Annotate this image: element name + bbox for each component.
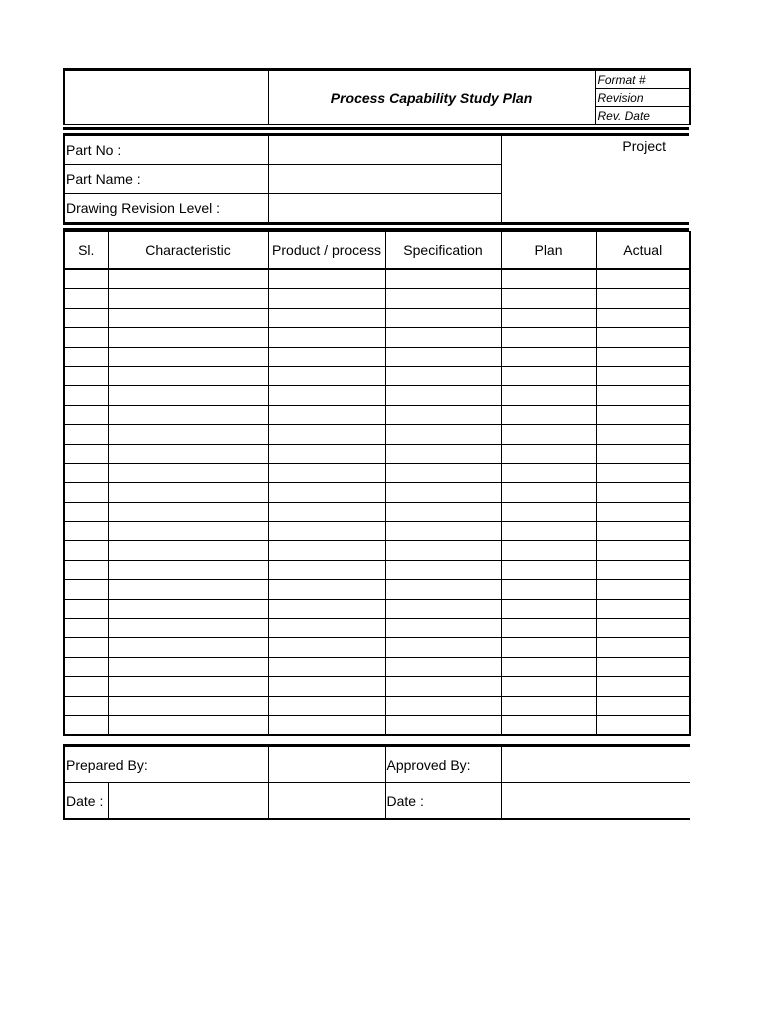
actual-cell[interactable] bbox=[596, 541, 690, 560]
sl-cell[interactable] bbox=[64, 347, 108, 366]
characteristic-cell[interactable] bbox=[108, 580, 268, 599]
table-header-row bbox=[64, 232, 690, 270]
product-process-cell[interactable] bbox=[268, 715, 385, 735]
column-header-actual: Actual bbox=[596, 232, 690, 270]
characteristic-cell[interactable] bbox=[108, 502, 268, 521]
part-name-field[interactable] bbox=[268, 165, 501, 194]
prepared-by-label: Prepared By: bbox=[64, 746, 268, 783]
approved-date-label: Date : bbox=[385, 783, 501, 820]
actual-cell[interactable] bbox=[596, 269, 690, 289]
actual-cell[interactable] bbox=[596, 657, 690, 676]
plan-cell[interactable] bbox=[501, 405, 596, 424]
approved-by-field[interactable] bbox=[501, 746, 690, 783]
plan-cell[interactable] bbox=[501, 366, 596, 385]
table-row bbox=[64, 425, 690, 444]
plan-cell[interactable] bbox=[501, 541, 596, 560]
logo-cell bbox=[64, 70, 268, 125]
sl-cell[interactable] bbox=[64, 425, 108, 444]
table-row bbox=[64, 560, 690, 579]
sl-cell[interactable] bbox=[64, 308, 108, 327]
specification-cell[interactable] bbox=[385, 696, 501, 715]
actual-cell[interactable] bbox=[596, 715, 690, 735]
actual-cell[interactable] bbox=[596, 425, 690, 444]
characteristic-cell[interactable] bbox=[108, 638, 268, 657]
actual-cell[interactable] bbox=[596, 483, 690, 502]
specification-cell[interactable] bbox=[385, 425, 501, 444]
table-row bbox=[64, 269, 690, 289]
actual-cell[interactable] bbox=[596, 502, 690, 521]
characteristic-cell[interactable] bbox=[108, 483, 268, 502]
specification-cell[interactable] bbox=[385, 541, 501, 560]
sl-cell[interactable] bbox=[64, 328, 108, 347]
plan-cell[interactable] bbox=[501, 425, 596, 444]
characteristic-cell[interactable] bbox=[108, 328, 268, 347]
table-row bbox=[64, 599, 690, 618]
table-row bbox=[64, 444, 690, 463]
drawing-revision-label: Drawing Revision Level : bbox=[64, 194, 268, 223]
part-info-section bbox=[63, 136, 690, 222]
sl-cell[interactable] bbox=[64, 560, 108, 579]
sl-cell[interactable] bbox=[64, 522, 108, 541]
sl-cell[interactable] bbox=[64, 405, 108, 424]
table-row bbox=[64, 619, 690, 638]
specification-cell[interactable] bbox=[385, 677, 501, 696]
actual-cell[interactable] bbox=[596, 560, 690, 579]
part-name-label: Part Name : bbox=[64, 165, 268, 194]
characteristic-cell[interactable] bbox=[108, 386, 268, 405]
sl-cell[interactable] bbox=[64, 619, 108, 638]
actual-cell[interactable] bbox=[596, 677, 690, 696]
plan-cell[interactable] bbox=[501, 696, 596, 715]
table-row bbox=[64, 502, 690, 521]
process-capability-form bbox=[63, 68, 689, 820]
sl-cell[interactable] bbox=[64, 638, 108, 657]
plan-cell[interactable] bbox=[501, 502, 596, 521]
characteristic-cell[interactable] bbox=[108, 269, 268, 289]
plan-cell[interactable] bbox=[501, 677, 596, 696]
sl-cell[interactable] bbox=[64, 444, 108, 463]
characteristics-table bbox=[63, 231, 691, 736]
characteristic-cell[interactable] bbox=[108, 444, 268, 463]
footer-gap bbox=[63, 736, 689, 744]
product-process-cell[interactable] bbox=[268, 269, 385, 289]
specification-cell[interactable] bbox=[385, 715, 501, 735]
specification-cell[interactable] bbox=[385, 483, 501, 502]
table-row bbox=[64, 677, 690, 696]
prepared-date-field[interactable] bbox=[108, 783, 268, 820]
characteristic-cell[interactable] bbox=[108, 425, 268, 444]
sl-cell[interactable] bbox=[64, 483, 108, 502]
product-process-cell[interactable] bbox=[268, 463, 385, 482]
table-row bbox=[64, 580, 690, 599]
characteristic-cell[interactable] bbox=[108, 560, 268, 579]
product-process-cell[interactable] bbox=[268, 522, 385, 541]
table-row bbox=[64, 347, 690, 366]
rev-date-label: Rev. Date bbox=[595, 107, 690, 125]
actual-cell[interactable] bbox=[596, 638, 690, 657]
form-title: Process Capability Study Plan bbox=[268, 70, 595, 125]
actual-cell[interactable] bbox=[596, 619, 690, 638]
table-row bbox=[64, 715, 690, 735]
blank-cell bbox=[268, 783, 385, 820]
sl-cell[interactable] bbox=[64, 463, 108, 482]
plan-cell[interactable] bbox=[501, 463, 596, 482]
product-process-cell[interactable] bbox=[268, 405, 385, 424]
specification-cell[interactable] bbox=[385, 289, 501, 308]
table-row bbox=[64, 366, 690, 385]
signoff-section bbox=[63, 744, 690, 820]
sl-cell[interactable] bbox=[64, 657, 108, 676]
table-row bbox=[64, 522, 690, 541]
column-header-plan: Plan bbox=[501, 232, 596, 270]
actual-cell[interactable] bbox=[596, 308, 690, 327]
product-process-cell[interactable] bbox=[268, 638, 385, 657]
product-process-cell[interactable] bbox=[268, 696, 385, 715]
info-divider bbox=[63, 222, 689, 225]
format-number-label: Format # bbox=[595, 70, 690, 89]
prepared-date-label: Date : bbox=[64, 783, 108, 820]
product-process-cell[interactable] bbox=[268, 502, 385, 521]
characteristic-cell[interactable] bbox=[108, 308, 268, 327]
prepared-by-field[interactable] bbox=[268, 746, 385, 783]
product-process-cell[interactable] bbox=[268, 366, 385, 385]
actual-cell[interactable] bbox=[596, 580, 690, 599]
characteristic-cell[interactable] bbox=[108, 619, 268, 638]
sl-cell[interactable] bbox=[64, 269, 108, 289]
sl-cell[interactable] bbox=[64, 502, 108, 521]
table-row bbox=[64, 483, 690, 502]
product-process-cell[interactable] bbox=[268, 677, 385, 696]
specification-cell[interactable] bbox=[385, 405, 501, 424]
characteristic-cell[interactable] bbox=[108, 289, 268, 308]
product-process-cell[interactable] bbox=[268, 619, 385, 638]
plan-cell[interactable] bbox=[501, 347, 596, 366]
table-row bbox=[64, 386, 690, 405]
actual-cell[interactable] bbox=[596, 328, 690, 347]
actual-cell[interactable] bbox=[596, 289, 690, 308]
product-process-cell[interactable] bbox=[268, 386, 385, 405]
sl-cell[interactable] bbox=[64, 580, 108, 599]
actual-cell[interactable] bbox=[596, 599, 690, 618]
actual-cell[interactable] bbox=[596, 366, 690, 385]
specification-cell[interactable] bbox=[385, 463, 501, 482]
table-row bbox=[64, 463, 690, 482]
table-row bbox=[64, 405, 690, 424]
header-divider bbox=[63, 127, 689, 130]
product-process-cell[interactable] bbox=[268, 657, 385, 676]
product-process-cell[interactable] bbox=[268, 560, 385, 579]
characteristic-cell[interactable] bbox=[108, 405, 268, 424]
product-process-cell[interactable] bbox=[268, 444, 385, 463]
plan-cell[interactable] bbox=[501, 386, 596, 405]
table-row bbox=[64, 696, 690, 715]
form-header bbox=[63, 68, 691, 125]
revision-label: Revision bbox=[595, 89, 690, 107]
plan-cell[interactable] bbox=[501, 657, 596, 676]
table-row bbox=[64, 657, 690, 676]
specification-cell[interactable] bbox=[385, 657, 501, 676]
sl-cell[interactable] bbox=[64, 696, 108, 715]
table-row bbox=[64, 328, 690, 347]
drawing-revision-field[interactable] bbox=[268, 194, 501, 223]
plan-cell[interactable] bbox=[501, 619, 596, 638]
product-process-cell[interactable] bbox=[268, 289, 385, 308]
actual-cell[interactable] bbox=[596, 444, 690, 463]
column-header-sl: Sl. bbox=[64, 232, 108, 270]
characteristic-cell[interactable] bbox=[108, 696, 268, 715]
specification-cell[interactable] bbox=[385, 502, 501, 521]
characteristic-cell[interactable] bbox=[108, 541, 268, 560]
characteristic-cell[interactable] bbox=[108, 657, 268, 676]
characteristic-cell[interactable] bbox=[108, 522, 268, 541]
plan-cell[interactable] bbox=[501, 560, 596, 579]
plan-cell[interactable] bbox=[501, 638, 596, 657]
product-process-cell[interactable] bbox=[268, 580, 385, 599]
product-process-cell[interactable] bbox=[268, 347, 385, 366]
specification-cell[interactable] bbox=[385, 269, 501, 289]
column-header-product-process: Product / process bbox=[268, 232, 385, 270]
specification-cell[interactable] bbox=[385, 580, 501, 599]
plan-cell[interactable] bbox=[501, 599, 596, 618]
actual-cell[interactable] bbox=[596, 405, 690, 424]
column-header-specification: Specification bbox=[385, 232, 501, 270]
plan-cell[interactable] bbox=[501, 328, 596, 347]
sl-cell[interactable] bbox=[64, 386, 108, 405]
sl-cell[interactable] bbox=[64, 366, 108, 385]
characteristic-cell[interactable] bbox=[108, 347, 268, 366]
table-row bbox=[64, 308, 690, 327]
product-process-cell[interactable] bbox=[268, 541, 385, 560]
sl-cell[interactable] bbox=[64, 715, 108, 735]
specification-cell[interactable] bbox=[385, 599, 501, 618]
specification-cell[interactable] bbox=[385, 444, 501, 463]
product-process-cell[interactable] bbox=[268, 425, 385, 444]
sl-cell[interactable] bbox=[64, 541, 108, 560]
plan-cell[interactable] bbox=[501, 269, 596, 289]
table-row bbox=[64, 541, 690, 560]
characteristic-cell[interactable] bbox=[108, 599, 268, 618]
characteristic-cell[interactable] bbox=[108, 677, 268, 696]
product-process-cell[interactable] bbox=[268, 599, 385, 618]
column-header-characteristic: Characteristic bbox=[108, 232, 268, 270]
actual-cell[interactable] bbox=[596, 347, 690, 366]
actual-cell[interactable] bbox=[596, 522, 690, 541]
product-process-cell[interactable] bbox=[268, 308, 385, 327]
part-no-field[interactable] bbox=[268, 136, 501, 165]
specification-cell[interactable] bbox=[385, 522, 501, 541]
sl-cell[interactable] bbox=[64, 289, 108, 308]
actual-cell[interactable] bbox=[596, 463, 690, 482]
project-label: Project bbox=[501, 136, 690, 222]
product-process-cell[interactable] bbox=[268, 328, 385, 347]
specification-cell[interactable] bbox=[385, 619, 501, 638]
specification-cell[interactable] bbox=[385, 308, 501, 327]
specification-cell[interactable] bbox=[385, 328, 501, 347]
plan-cell[interactable] bbox=[501, 483, 596, 502]
characteristic-cell[interactable] bbox=[108, 366, 268, 385]
approved-by-label: Approved By: bbox=[385, 746, 501, 783]
sl-cell[interactable] bbox=[64, 677, 108, 696]
plan-cell[interactable] bbox=[501, 308, 596, 327]
specification-cell[interactable] bbox=[385, 366, 501, 385]
specification-cell[interactable] bbox=[385, 560, 501, 579]
plan-cell[interactable] bbox=[501, 715, 596, 735]
table-row bbox=[64, 289, 690, 308]
actual-cell[interactable] bbox=[596, 386, 690, 405]
specification-cell[interactable] bbox=[385, 638, 501, 657]
specification-cell[interactable] bbox=[385, 347, 501, 366]
part-no-label: Part No : bbox=[64, 136, 268, 165]
product-process-cell[interactable] bbox=[268, 483, 385, 502]
plan-cell[interactable] bbox=[501, 580, 596, 599]
plan-cell[interactable] bbox=[501, 522, 596, 541]
plan-cell[interactable] bbox=[501, 444, 596, 463]
plan-cell[interactable] bbox=[501, 289, 596, 308]
characteristic-cell[interactable] bbox=[108, 715, 268, 735]
table-row bbox=[64, 638, 690, 657]
specification-cell[interactable] bbox=[385, 386, 501, 405]
sl-cell[interactable] bbox=[64, 599, 108, 618]
characteristic-cell[interactable] bbox=[108, 463, 268, 482]
approved-date-field[interactable] bbox=[501, 783, 690, 820]
actual-cell[interactable] bbox=[596, 696, 690, 715]
